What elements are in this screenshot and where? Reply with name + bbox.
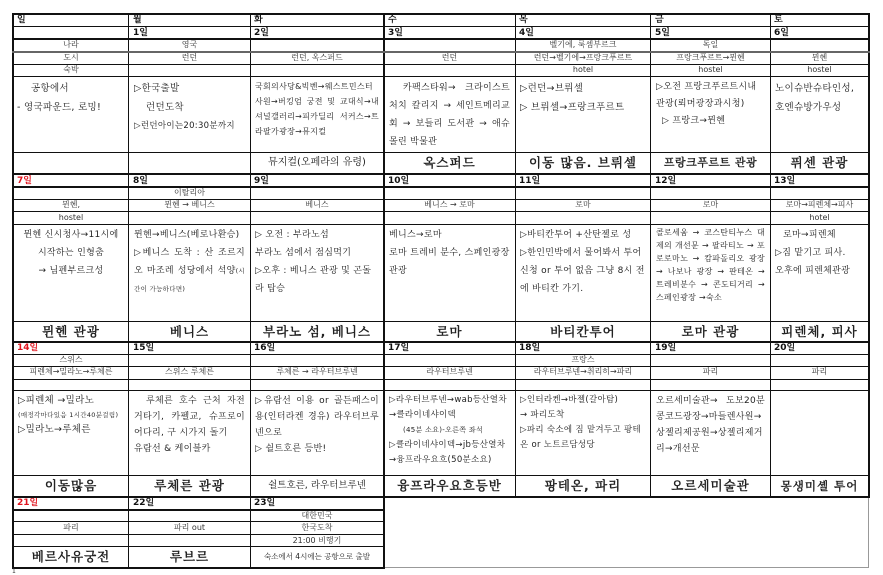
- summary-cell: 융프라우요흐등반: [397, 478, 502, 493]
- plan-line: (45분 소요)-오른쪽 좌석: [403, 426, 483, 434]
- date-cell: 15일: [133, 343, 155, 353]
- country-cell: 독일: [702, 40, 719, 49]
- plan-line: 로마→피렌체: [783, 230, 836, 240]
- plan-line: ▷오후 : 베니스 관광 및 곤돌라 탑승: [255, 266, 372, 294]
- city-cell: 런던→벨기에→프랑크푸르트: [533, 53, 633, 62]
- row-divider: [12, 152, 870, 153]
- plan-line: → 파리도착: [520, 410, 565, 420]
- row-divider: [12, 379, 870, 380]
- plan-line: ▷짐 맡기고 피사.: [775, 248, 846, 258]
- date-cell: 18일: [519, 343, 541, 353]
- row-divider: [12, 199, 870, 200]
- weekday-mon: 월: [133, 15, 142, 25]
- summary-cell: 피렌체, 피사: [781, 324, 858, 339]
- plan-line: 국회의사당&빅벤→웨스트민스터사원→버킹엄 궁전 및 교대식→내셔널갤러리→피카딜리 서커스→트라팔가광장→뮤지컬: [255, 82, 379, 136]
- plan-line: [134, 244, 245, 298]
- plan-cell: [384, 77, 515, 152]
- plan-cell: [384, 391, 515, 475]
- row-label-city: 도시: [63, 53, 79, 62]
- country-cell: 프랑스: [571, 355, 595, 364]
- plan-line: ▷유람선 이용 or 골든패스이용(인터라켄 경유) 라우터브루넨으로: [255, 396, 379, 438]
- city-cell: 프랑크푸르트→뮌헨: [676, 53, 745, 62]
- plan-cell: [13, 391, 129, 475]
- date-cell: 20일: [774, 343, 796, 353]
- summary-cell: 쉴트호른, 라우터브루넨: [268, 480, 366, 491]
- row-divider: [12, 38, 870, 40]
- plan-cell: [129, 391, 250, 475]
- city-cell: 로마: [575, 200, 591, 209]
- plan-line: ▷한인민박에서 물어봐서 투어 신청 or 투어 없음 그냥 8시 전에 바티칸 가기.: [520, 248, 645, 294]
- summary-cell: 베니스: [169, 324, 210, 339]
- blank-area: [384, 496, 869, 568]
- plan-line: 뮌헨 신시청사→11시에 시작하는 인형춤: [23, 230, 119, 258]
- row-divider: [12, 64, 870, 65]
- date-cell: 9일: [254, 176, 269, 186]
- plan-cell: [13, 77, 129, 152]
- plan-cell: [13, 224, 129, 321]
- plan-note: (매정각마다있음 1시간40분걸림): [18, 411, 119, 419]
- row-divider: [12, 224, 870, 225]
- week-divider: [12, 173, 870, 175]
- date-cell: 17일: [388, 343, 410, 353]
- plan-line: ▷런던→브뤼셀: [520, 83, 584, 94]
- plan-line: ▷라우터브루넨→wab등산열차→클라이네샤이덱: [389, 395, 507, 420]
- col-divider: [515, 13, 516, 497]
- table-border: [868, 13, 870, 497]
- row-divider: [12, 534, 385, 535]
- page-mark: 1: [12, 568, 16, 575]
- date-cell: 5일: [655, 28, 670, 38]
- plan-cell: [129, 224, 250, 321]
- plan-cell: [250, 224, 384, 321]
- country-cell: 스위스: [59, 355, 83, 364]
- plan-line: ▷런던아이는20:30분까지: [134, 121, 235, 131]
- date-cell-sunday: 21일: [17, 498, 39, 508]
- city-cell: 뮌헨 → 베니스: [164, 200, 215, 209]
- date-cell: 12일: [655, 176, 677, 186]
- weekday-sun: 일: [17, 15, 26, 25]
- plan-cell: [384, 224, 515, 321]
- country-cell: 대한민국: [301, 511, 333, 520]
- plan-cell: [515, 77, 651, 152]
- city-cell: 로마: [702, 200, 719, 209]
- plan-line: 루체른 호수 근처 자전거타기, 카펠교, 슈프로이어다리, 구 시가지 돌기: [134, 396, 245, 438]
- city-cell: 베니스: [305, 200, 329, 209]
- plan-line: 카팩스타워→ 크라이스트처치 칼리지 → 세인트메리교회 → 보들리 도서관 → 애슈몰린 박물관: [389, 83, 510, 147]
- city-cell: 라우터브루넨: [426, 367, 473, 376]
- weekday-fri: 금: [655, 15, 664, 25]
- plan-cell: [250, 77, 384, 152]
- city-cell: 런던: [181, 53, 198, 62]
- plan-cell: [250, 391, 384, 475]
- summary-cell: 이동 많음. 브뤼셀: [529, 155, 637, 170]
- date-cell: 19일: [655, 343, 677, 353]
- plan-cell: [770, 224, 869, 321]
- col-divider: [250, 13, 251, 568]
- plan-cell: [129, 77, 250, 152]
- col-divider: [383, 13, 385, 568]
- city-cell: 피렌체→밀라노→루체른: [29, 367, 113, 376]
- date-cell-sunday: 7일: [17, 176, 32, 186]
- lodging-cell: hostel: [58, 213, 84, 222]
- plan-line: 오르세미술관→ 도보20분 콩코드광장→마들렌사원→상젤리제공원→상젤리제거리→개선문: [656, 396, 765, 454]
- summary-cell: 부라노 섬, 베니스: [263, 324, 371, 339]
- lodging-cell: hostel: [807, 65, 832, 74]
- summary-cell: 이동많음: [44, 478, 98, 493]
- city-cell: 파리: [63, 523, 79, 532]
- plan-cell: [651, 77, 770, 152]
- plan-line: 런던도착: [146, 102, 184, 113]
- city-cell: 루체른 → 라우터브루넨: [276, 367, 358, 376]
- date-cell-sunday: 14일: [17, 343, 39, 353]
- summary-cell: 오르세미술관: [671, 478, 750, 493]
- row-divider: [12, 509, 385, 511]
- city-cell: 뮌헨: [811, 53, 828, 62]
- table-border: [12, 13, 870, 15]
- row-divider: [12, 321, 870, 322]
- plan-cell: [651, 224, 770, 321]
- city-cell: 파리: [811, 367, 828, 376]
- plan-line: 베니스→로마: [389, 230, 442, 240]
- summary-cell: 옥스퍼드: [423, 155, 476, 170]
- row-divider: [12, 366, 870, 367]
- plan-text: ▷베니스 도착 : 산 조르지오 마조레 성당에서 석양: [134, 248, 245, 276]
- city-cell: 뮌헨,: [62, 200, 80, 209]
- flight-time-cell: 21:00 비행기: [292, 536, 342, 545]
- summary-cell: 숙소에서 4시에는 공항으로 출발: [263, 552, 371, 561]
- plan-line: ▷밀라노→루체른: [18, 424, 91, 435]
- plan-line: ▷바티칸투어 +산탄젤로 성: [520, 230, 632, 240]
- city-cell: 로마→피렌체→피사: [785, 200, 854, 209]
- plan-line: 부라노 섬에서 점심먹기: [255, 248, 352, 258]
- col-divider: [650, 13, 651, 497]
- date-cell: 3일: [388, 28, 403, 38]
- row-divider: [12, 76, 870, 77]
- plan-line: 호엔슈방가우성: [775, 102, 842, 113]
- summary-cell: 베르사유궁전: [31, 549, 111, 564]
- row-divider: [12, 354, 870, 355]
- plan-cell: [515, 391, 651, 475]
- plan-line: ▷파리 숙소에 짐 맡겨두고 팡테온 or 노트르담성당: [520, 425, 641, 450]
- date-cell: 13일: [774, 176, 796, 186]
- date-cell: 2일: [254, 28, 269, 38]
- table-border: [12, 567, 385, 569]
- date-cell: 23일: [254, 498, 276, 508]
- plan-note: (시간이 가능하다면): [134, 267, 245, 293]
- row-divider: [12, 521, 385, 522]
- summary-cell: 루브르: [169, 549, 210, 564]
- row-divider: [12, 390, 870, 391]
- summary-cell: 뮤지컬(오페라의 유령): [268, 157, 366, 168]
- plan-line: ▷인터라켄→바젤(갈아탐): [520, 395, 619, 405]
- plan-line: ▷클라이네샤이덱→jb등산열차→융프라우요흐(50분소요): [389, 440, 506, 465]
- country-cell: 벨기에, 룩셈부르크: [549, 40, 617, 49]
- row-divider: [12, 211, 870, 212]
- row-divider: [12, 51, 870, 53]
- plan-line: ▷ 오전 : 부라노섬: [255, 230, 330, 240]
- plan-line: ▷오전 프랑크푸르트시내관광(뢰머광장과시청): [656, 82, 757, 109]
- lodging-cell: hostel: [698, 65, 723, 74]
- city-cell: 한국도착: [301, 523, 333, 532]
- plan-line: 유람선 & 케이블카: [134, 444, 211, 454]
- country-cell: 이탈리아: [174, 188, 205, 197]
- city-cell: 런던, 옥스퍼드: [291, 53, 343, 62]
- summary-cell: 바티칸투어: [550, 324, 616, 339]
- plan-cell: [770, 77, 869, 152]
- plan-line: 콜로세움 → 코스탄티누스 대제의 개선문 → 팔라티노 → 포로로마노 → 캄파돌리오 광장 → 나보나 광장 → 판테온 → 트레비분수 → 콘도티거리 → 스페인광장 →숙소: [656, 228, 765, 302]
- summary-cell: 로마 관광: [681, 324, 740, 339]
- summary-cell: 로마: [436, 324, 463, 339]
- plan-line: ▷ 쉴트호른 등반!: [255, 444, 327, 454]
- week-divider: [12, 341, 870, 343]
- summary-cell: 퓌센 관광: [790, 155, 849, 170]
- plan-cell: [515, 224, 651, 321]
- col-divider: [770, 13, 771, 497]
- plan-line: 로마 트레비 분수, 스페인광장 관광: [389, 248, 510, 276]
- plan-line: → 님펜부르크성: [38, 266, 104, 276]
- col-divider: [128, 13, 129, 568]
- plan-line: ▷피렌체 →밀라노: [18, 395, 95, 406]
- lodging-cell: hotel: [809, 213, 830, 222]
- plan-line: ▷ 프랑크→뮌헨: [662, 116, 726, 126]
- summary-cell: 프랑크푸르트 관광: [663, 156, 758, 169]
- date-cell: 1일: [133, 28, 148, 38]
- city-cell: 런던: [441, 53, 458, 62]
- plan-line: 노이슈반슈타인성,: [775, 83, 855, 94]
- plan-line: - 영국파운드, 로밍!: [17, 102, 102, 113]
- summary-cell: 몽생미셸 투어: [780, 479, 859, 493]
- date-cell: 11일: [519, 176, 541, 186]
- weekday-sat: 토: [774, 15, 783, 25]
- row-divider: [12, 546, 385, 547]
- summary-cell: 루체른 관광: [154, 478, 225, 493]
- date-cell: 8일: [133, 176, 148, 186]
- plan-line: ▷한국출발: [134, 83, 180, 94]
- row-label-country: 나라: [63, 40, 79, 49]
- summary-cell: 뮌헨 관광: [42, 324, 100, 339]
- country-cell: 영국: [181, 40, 198, 49]
- city-cell: 파리: [702, 367, 719, 376]
- date-cell: 22일: [133, 498, 155, 508]
- weekday-thu: 목: [519, 15, 528, 25]
- week-divider: [12, 496, 870, 498]
- weekday-tue: 화: [254, 15, 263, 25]
- summary-cell: 팡테온, 파리: [544, 478, 622, 493]
- weekday-wed: 수: [388, 15, 397, 25]
- city-cell: 파리 out: [173, 523, 206, 532]
- table-border: [12, 13, 14, 568]
- date-cell: 4일: [519, 28, 534, 38]
- city-cell: 베니스 → 로마: [424, 200, 475, 209]
- plan-line: 뮌헨→베니스(베로나환승): [134, 230, 240, 240]
- date-cell: 16일: [254, 343, 276, 353]
- date-cell: 10일: [388, 176, 410, 186]
- row-label-lodging: 숙박: [63, 65, 79, 74]
- row-divider: [12, 26, 870, 27]
- row-divider: [12, 475, 870, 476]
- row-divider: [12, 186, 870, 188]
- plan-line: 오후에 피렌체관광: [775, 266, 851, 276]
- lodging-cell: hotel: [572, 65, 594, 74]
- city-cell: 라우터브루넨→취리히→파리: [533, 367, 633, 376]
- plan-line: ▷ 브뤼셀→프랑크푸르트: [520, 102, 625, 113]
- date-cell: 6일: [774, 28, 789, 38]
- city-cell: 스위스 루체른: [165, 367, 214, 376]
- plan-line: 공항에서: [31, 83, 69, 94]
- plan-cell: [651, 391, 770, 475]
